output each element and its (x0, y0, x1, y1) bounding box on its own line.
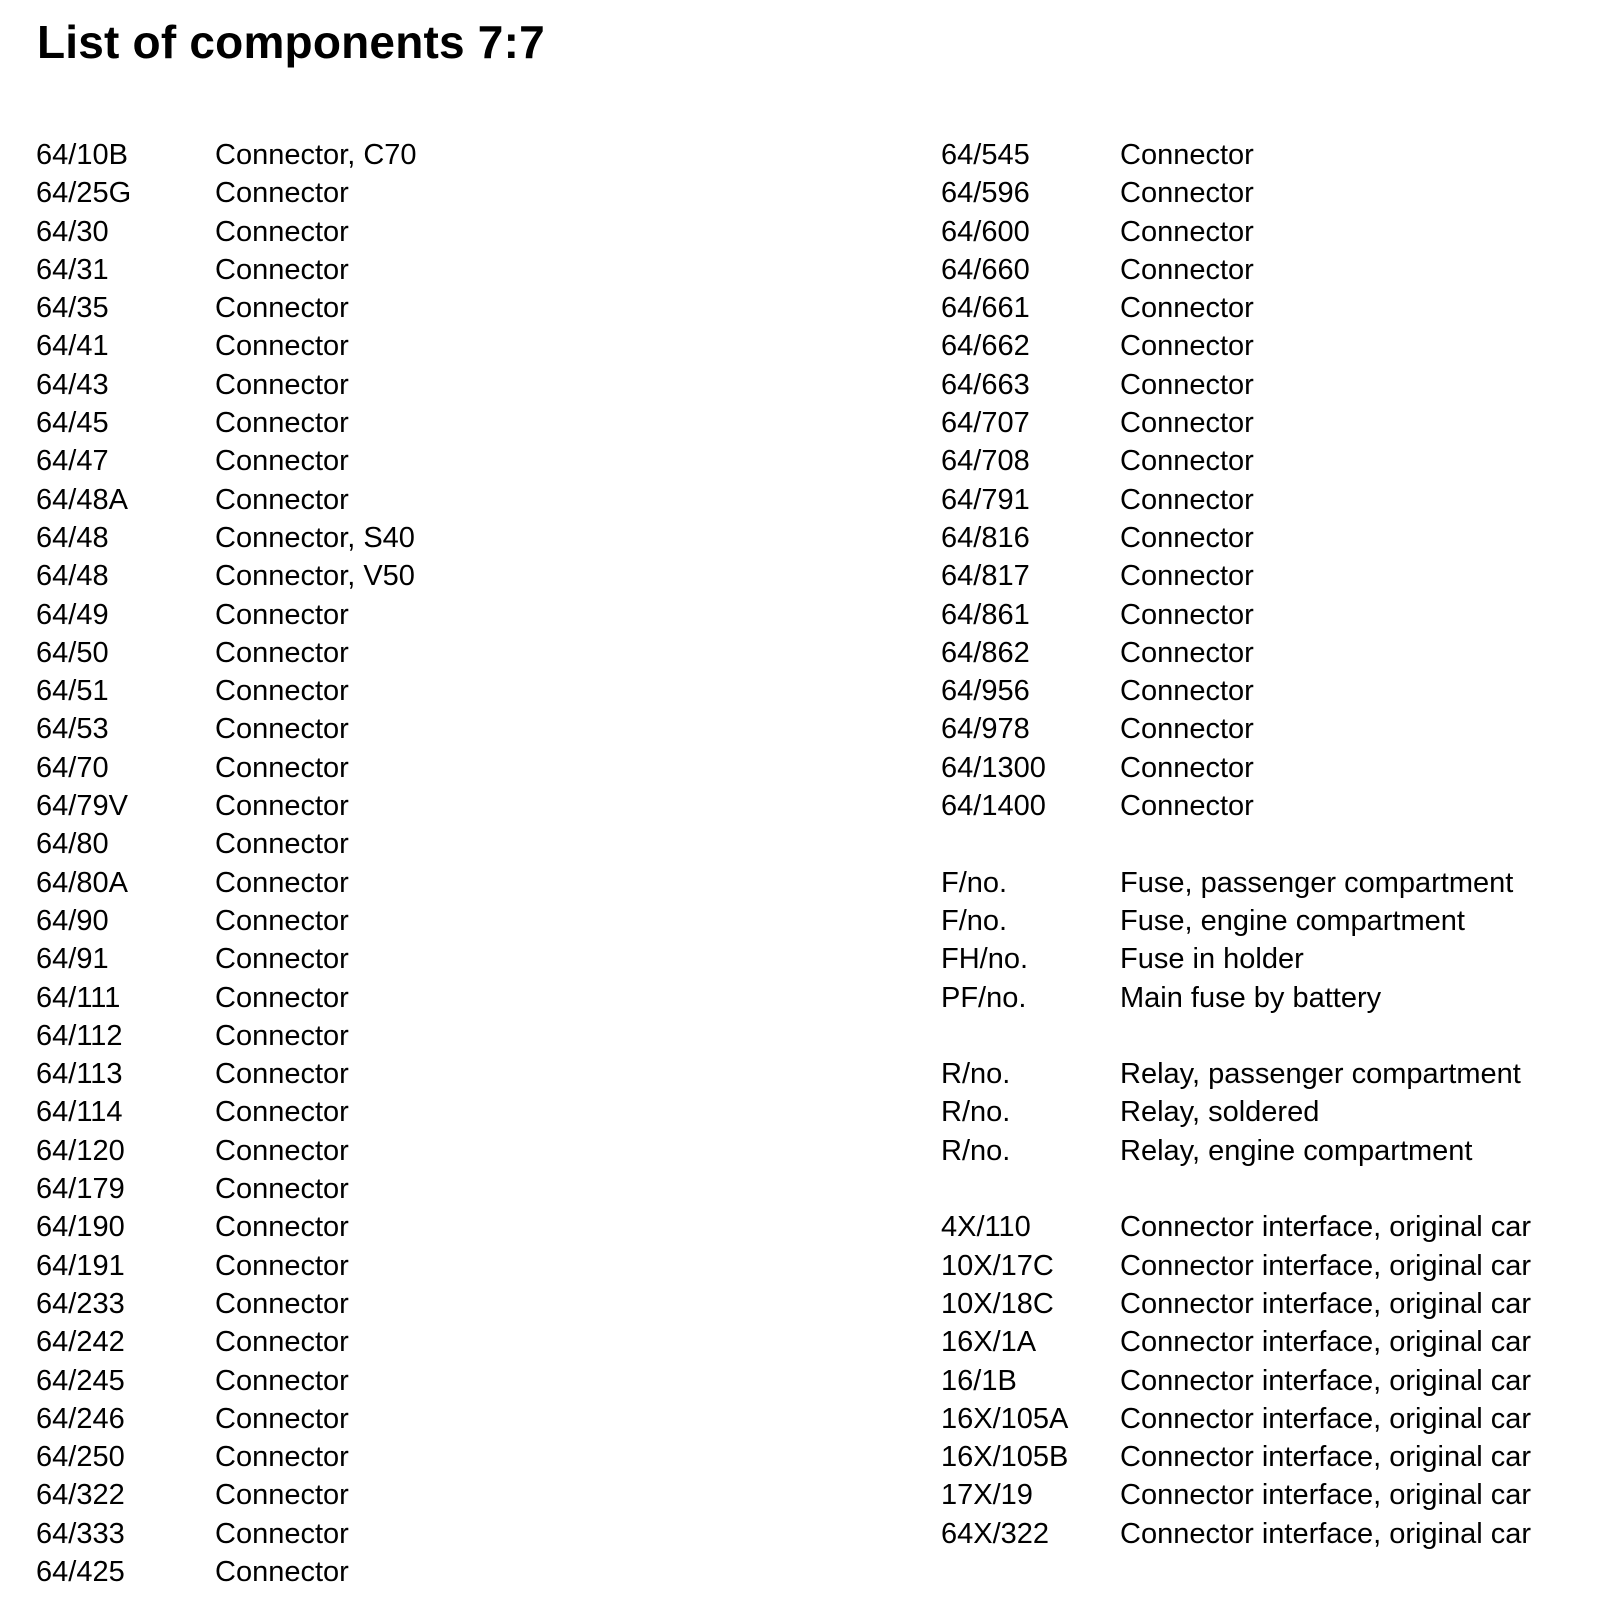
component-description: Connector (215, 598, 349, 631)
component-description: Connector (1120, 598, 1254, 631)
component-code: 64/596 (941, 177, 1030, 210)
component-description: Connector (215, 445, 349, 478)
component-description: Connector (215, 751, 349, 784)
component-row (36, 787, 417, 825)
component-description: Connector (1120, 407, 1254, 440)
component-description: Fuse in holder (1120, 943, 1304, 976)
component-row (36, 251, 417, 289)
component-row (941, 557, 1531, 595)
component-code: 64/41 (36, 330, 109, 363)
right-component-column (941, 136, 1531, 1553)
component-row (941, 519, 1531, 557)
component-row (36, 825, 417, 863)
component-description: Main fuse by battery (1120, 981, 1382, 1014)
component-code: 64/250 (36, 1441, 125, 1474)
component-code: 16X/1A (941, 1326, 1037, 1359)
component-code: 64/333 (36, 1517, 125, 1550)
component-description: Connector (215, 1134, 349, 1167)
component-code: FH/no. (941, 943, 1029, 976)
component-code: 16X/105B (941, 1441, 1069, 1474)
component-code: 64X/322 (941, 1517, 1050, 1550)
component-description: Connector (1120, 636, 1254, 669)
component-code: 64/191 (36, 1249, 125, 1282)
component-code: 64/79V (36, 790, 128, 823)
component-row (941, 1515, 1531, 1553)
component-description: Connector, S40 (215, 521, 415, 554)
component-row (36, 596, 417, 634)
component-row (36, 1438, 417, 1476)
component-description: Relay, engine compartment (1120, 1134, 1473, 1167)
component-description: Connector (1120, 790, 1254, 823)
component-row (36, 672, 417, 710)
component-description: Connector (215, 828, 349, 861)
component-row (941, 1055, 1531, 1093)
component-description: Connector (215, 177, 349, 210)
component-description: Connector (215, 1555, 349, 1588)
component-description: Connector (215, 253, 349, 286)
component-code: 64/91 (36, 943, 109, 976)
component-row (36, 327, 417, 365)
component-code: 64/120 (36, 1134, 125, 1167)
component-row (941, 327, 1531, 365)
component-code: 64/1300 (941, 751, 1046, 784)
component-description: Connector (1120, 292, 1254, 325)
component-code: 64/662 (941, 330, 1030, 363)
component-row (36, 1285, 417, 1323)
component-code: 10X/18C (941, 1287, 1054, 1320)
component-description: Connector (215, 943, 349, 976)
component-description: Connector (215, 330, 349, 363)
component-description: Connector (215, 675, 349, 708)
component-code: 64/50 (36, 636, 109, 669)
component-code: 64/242 (36, 1326, 125, 1359)
component-description: Connector (215, 1173, 349, 1206)
component-description: Connector (1120, 253, 1254, 286)
component-description: Connector (215, 790, 349, 823)
component-row (941, 672, 1531, 710)
component-code: F/no. (941, 904, 1008, 937)
component-row (36, 1400, 417, 1438)
component-code: 64/48 (36, 521, 109, 554)
component-code: PF/no. (941, 981, 1027, 1014)
component-code: 64/425 (36, 1555, 125, 1588)
component-description: Connector (1120, 215, 1254, 248)
component-description: Connector (215, 1249, 349, 1282)
component-row (36, 442, 417, 480)
component-code: 64/246 (36, 1402, 125, 1435)
component-description: Connector (215, 713, 349, 746)
component-row (941, 979, 1531, 1017)
component-description: Fuse, engine compartment (1120, 904, 1465, 937)
component-description: Connector (215, 1096, 349, 1129)
component-row (941, 174, 1531, 212)
component-row (36, 1553, 417, 1591)
component-code: 64/708 (941, 445, 1030, 478)
component-description: Connector (1120, 445, 1254, 478)
component-code: 64/49 (36, 598, 109, 631)
component-row (941, 1476, 1531, 1514)
component-description: Connector (215, 292, 349, 325)
component-row (941, 213, 1531, 251)
component-description: Connector (215, 1019, 349, 1052)
component-code: 64/322 (36, 1479, 125, 1512)
component-row (941, 1208, 1531, 1246)
component-row (941, 251, 1531, 289)
component-code: 64/10B (36, 139, 128, 171)
component-row (36, 1093, 417, 1131)
component-row (941, 1323, 1531, 1361)
component-row (36, 1515, 417, 1553)
component-code: 64/817 (941, 560, 1030, 593)
component-row (941, 634, 1531, 672)
component-code: 64/190 (36, 1211, 125, 1244)
component-row (36, 902, 417, 940)
component-row (941, 366, 1531, 404)
component-description: Relay, soldered (1120, 1096, 1320, 1129)
component-description: Connector (1120, 177, 1254, 210)
component-row (36, 1323, 417, 1361)
component-row (941, 1362, 1531, 1400)
component-description: Connector (215, 483, 349, 516)
component-description: Connector interface, original car (1120, 1441, 1532, 1474)
component-code: 64/545 (941, 139, 1030, 171)
component-row (36, 1362, 417, 1400)
component-description: Connector (1120, 521, 1254, 554)
component-row (36, 1476, 417, 1514)
group-spacer (941, 1017, 1531, 1055)
component-description: Connector interface, original car (1120, 1364, 1532, 1397)
component-row (941, 1438, 1531, 1476)
component-row (36, 174, 417, 212)
component-code: 64/1400 (941, 790, 1046, 823)
component-row (941, 1093, 1531, 1131)
component-code: 64/80A (36, 866, 128, 899)
component-code: R/no. (941, 1096, 1011, 1129)
component-row (36, 1132, 417, 1170)
component-row (36, 979, 417, 1017)
component-description: Connector interface, original car (1120, 1402, 1532, 1435)
component-row (941, 902, 1531, 940)
component-description: Connector (215, 1441, 349, 1474)
component-code: 64/51 (36, 675, 109, 708)
component-code: 64/663 (941, 368, 1030, 401)
component-row (36, 940, 417, 978)
component-code: 17X/19 (941, 1479, 1033, 1512)
component-code: 64/660 (941, 253, 1030, 286)
component-description: Connector (215, 1364, 349, 1397)
component-description: Connector (1120, 368, 1254, 401)
component-row (36, 864, 417, 902)
component-code: 64/245 (36, 1364, 125, 1397)
component-row (36, 519, 417, 557)
component-code: 16/1B (941, 1364, 1017, 1397)
component-row (36, 1017, 417, 1055)
component-row (941, 1400, 1531, 1438)
component-row (36, 749, 417, 787)
component-row (941, 864, 1531, 902)
component-code: 64/816 (941, 521, 1030, 554)
component-code: 64/111 (36, 981, 121, 1014)
component-description: Connector interface, original car (1120, 1326, 1532, 1359)
component-description: Connector (1120, 483, 1254, 516)
component-code: 64/112 (36, 1019, 123, 1052)
component-code: 64/53 (36, 713, 109, 746)
component-code: 64/45 (36, 407, 109, 440)
component-description: Connector (215, 636, 349, 669)
component-description: Relay, passenger compartment (1120, 1058, 1521, 1091)
component-description: Connector (215, 407, 349, 440)
component-description: Connector interface, original car (1120, 1211, 1532, 1244)
component-description: Connector (1120, 751, 1254, 784)
component-description: Connector (1120, 139, 1254, 171)
component-description: Connector (215, 904, 349, 937)
component-code: 4X/110 (941, 1211, 1031, 1244)
component-code: 64/31 (36, 253, 109, 286)
component-row (941, 749, 1531, 787)
component-row (941, 136, 1531, 174)
component-description: Connector, C70 (215, 139, 417, 171)
component-row (941, 1247, 1531, 1285)
component-code: 64/791 (941, 483, 1030, 516)
component-code: 64/30 (36, 215, 109, 248)
component-description: Connector (215, 215, 349, 248)
group-spacer (941, 1170, 1531, 1208)
component-code: 16X/105A (941, 1402, 1069, 1435)
component-description: Connector (1120, 675, 1254, 708)
component-code: 64/862 (941, 636, 1030, 669)
component-row (941, 596, 1531, 634)
page-title: List of components 7:7 (37, 16, 545, 68)
component-description: Connector (1120, 560, 1254, 593)
component-code: 10X/17C (941, 1249, 1054, 1282)
component-row (941, 710, 1531, 748)
component-row (36, 710, 417, 748)
component-row (36, 1208, 417, 1246)
component-row (36, 136, 417, 174)
component-description: Connector, V50 (215, 560, 415, 593)
component-code: 64/80 (36, 828, 109, 861)
component-code: 64/35 (36, 292, 109, 325)
component-code: 64/70 (36, 751, 109, 784)
component-row (36, 404, 417, 442)
component-code: 64/113 (36, 1058, 123, 1091)
component-code: 64/233 (36, 1287, 125, 1320)
component-row (941, 1132, 1531, 1170)
component-row (941, 481, 1531, 519)
component-description: Connector interface, original car (1120, 1517, 1532, 1550)
component-description: Connector (215, 1517, 349, 1550)
component-description: Connector (215, 1326, 349, 1359)
component-row (941, 404, 1531, 442)
component-code: 64/956 (941, 675, 1030, 708)
component-description: Connector (215, 368, 349, 401)
component-row (941, 289, 1531, 327)
component-row (36, 557, 417, 595)
component-code: 64/861 (941, 598, 1030, 631)
component-code: 64/43 (36, 368, 109, 401)
component-code: 64/600 (941, 215, 1030, 248)
component-code: 64/48 (36, 560, 109, 593)
component-row (36, 289, 417, 327)
component-code: 64/179 (36, 1173, 125, 1206)
component-code: 64/90 (36, 904, 109, 937)
component-description: Connector (1120, 713, 1254, 746)
component-row (36, 1170, 417, 1208)
component-row (36, 1247, 417, 1285)
component-description: Connector (215, 1402, 349, 1435)
component-description: Connector interface, original car (1120, 1479, 1532, 1512)
component-description: Connector interface, original car (1120, 1249, 1532, 1282)
component-row (941, 787, 1531, 825)
component-code: 64/661 (941, 292, 1030, 325)
group-spacer (941, 825, 1531, 863)
component-description: Connector (215, 1479, 349, 1512)
component-description: Connector interface, original car (1120, 1287, 1532, 1320)
component-description: Connector (215, 866, 349, 899)
component-row (36, 1055, 417, 1093)
component-description: Connector (215, 981, 349, 1014)
component-code: 64/978 (941, 713, 1030, 746)
left-component-column (36, 136, 417, 1591)
component-description: Connector (1120, 330, 1254, 363)
component-code: F/no. (941, 866, 1008, 899)
component-description: Connector (215, 1211, 349, 1244)
component-row (36, 481, 417, 519)
component-code: 64/48A (36, 483, 128, 516)
component-row (36, 366, 417, 404)
component-code: 64/707 (941, 407, 1030, 440)
component-code: R/no. (941, 1134, 1011, 1167)
component-description: Fuse, passenger compartment (1120, 866, 1514, 899)
component-row (941, 442, 1531, 480)
component-code: 64/47 (36, 445, 109, 478)
component-code: 64/25G (36, 177, 132, 210)
component-description: Connector (215, 1058, 349, 1091)
component-row (941, 940, 1531, 978)
component-code: 64/114 (36, 1096, 123, 1129)
component-description: Connector (215, 1287, 349, 1320)
component-row (36, 634, 417, 672)
component-code: R/no. (941, 1058, 1011, 1091)
component-row (941, 1285, 1531, 1323)
component-row (36, 213, 417, 251)
